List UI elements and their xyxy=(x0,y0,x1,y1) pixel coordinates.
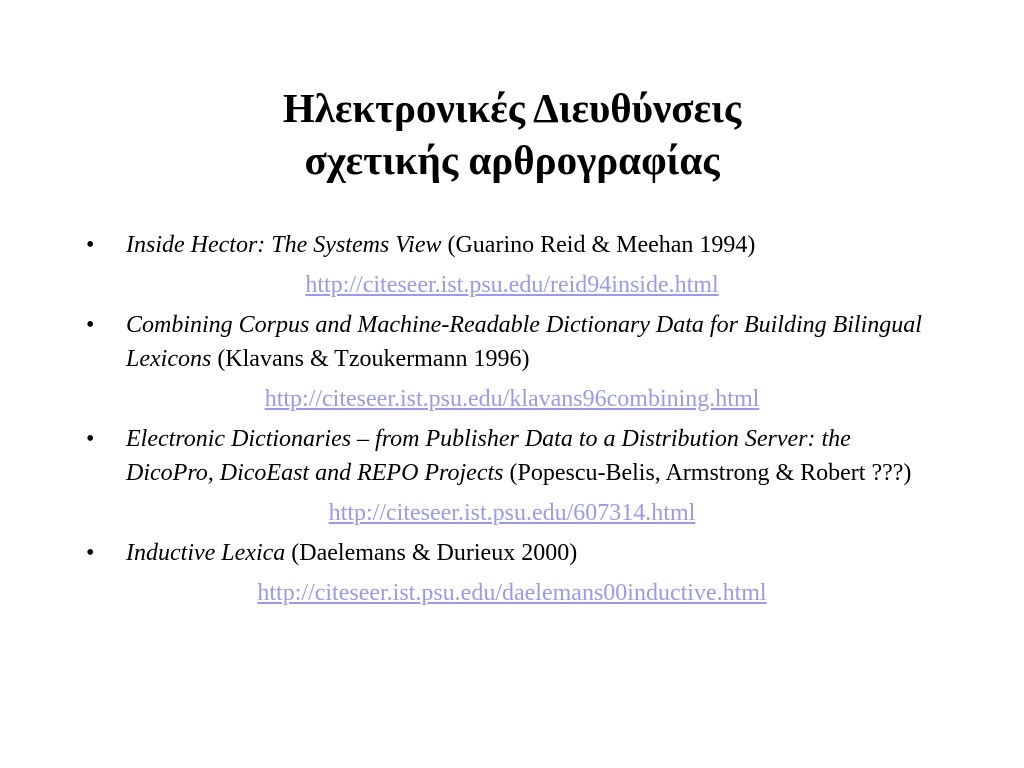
reference-link-row xyxy=(0,382,1024,416)
reference-link[interactable]: http://citeseer.ist.psu.edu/reid94inside.html xyxy=(305,272,719,298)
reference-authors: (Klavans & Tzoukermann 1996) xyxy=(211,346,530,372)
reference-title: Electronic Dictionaries – from Publisher Data to a Distribution Server: the DicoPro, DicoEast and REPO Projects xyxy=(126,426,851,486)
bullet-icon: • xyxy=(86,232,95,258)
reference-link-row xyxy=(0,496,1024,530)
reference-item xyxy=(86,422,938,490)
reference-link[interactable]: http://citeseer.ist.psu.edu/607314.html xyxy=(328,500,696,526)
title-line-1: Ηλεκτρονικές Διευθύνσεις xyxy=(282,85,742,131)
reference-item xyxy=(86,536,938,570)
reference-authors: (Guarino Reid & Meehan 1994) xyxy=(441,232,756,258)
reference-link[interactable]: http://citeseer.ist.psu.edu/klavans96combining.html xyxy=(264,386,760,412)
reference-authors: (Popescu-Belis, Armstrong & Robert ???) xyxy=(503,460,912,486)
reference-authors: (Daelemans & Durieux 2000) xyxy=(285,540,578,566)
slide-title xyxy=(0,82,1024,186)
reference-link[interactable]: http://citeseer.ist.psu.edu/daelemans00inductive.html xyxy=(257,580,767,606)
bullet-icon: • xyxy=(86,312,95,338)
bullet-icon: • xyxy=(86,540,95,566)
reference-title: Inside Hector: The Systems View xyxy=(126,232,442,258)
reference-link-row xyxy=(0,576,1024,610)
reference-title: Combining Corpus and Machine-Readable Dictionary Data for Building Bilingual Lexicons xyxy=(126,312,922,372)
bullet-icon: • xyxy=(86,426,95,452)
reference-list xyxy=(86,228,938,616)
title-line-2: σχετικής αρθρογραφίας xyxy=(304,137,720,183)
reference-link-row xyxy=(0,268,1024,302)
reference-item xyxy=(86,308,938,376)
reference-title: Inductive Lexica xyxy=(126,540,286,566)
reference-item xyxy=(86,228,938,262)
